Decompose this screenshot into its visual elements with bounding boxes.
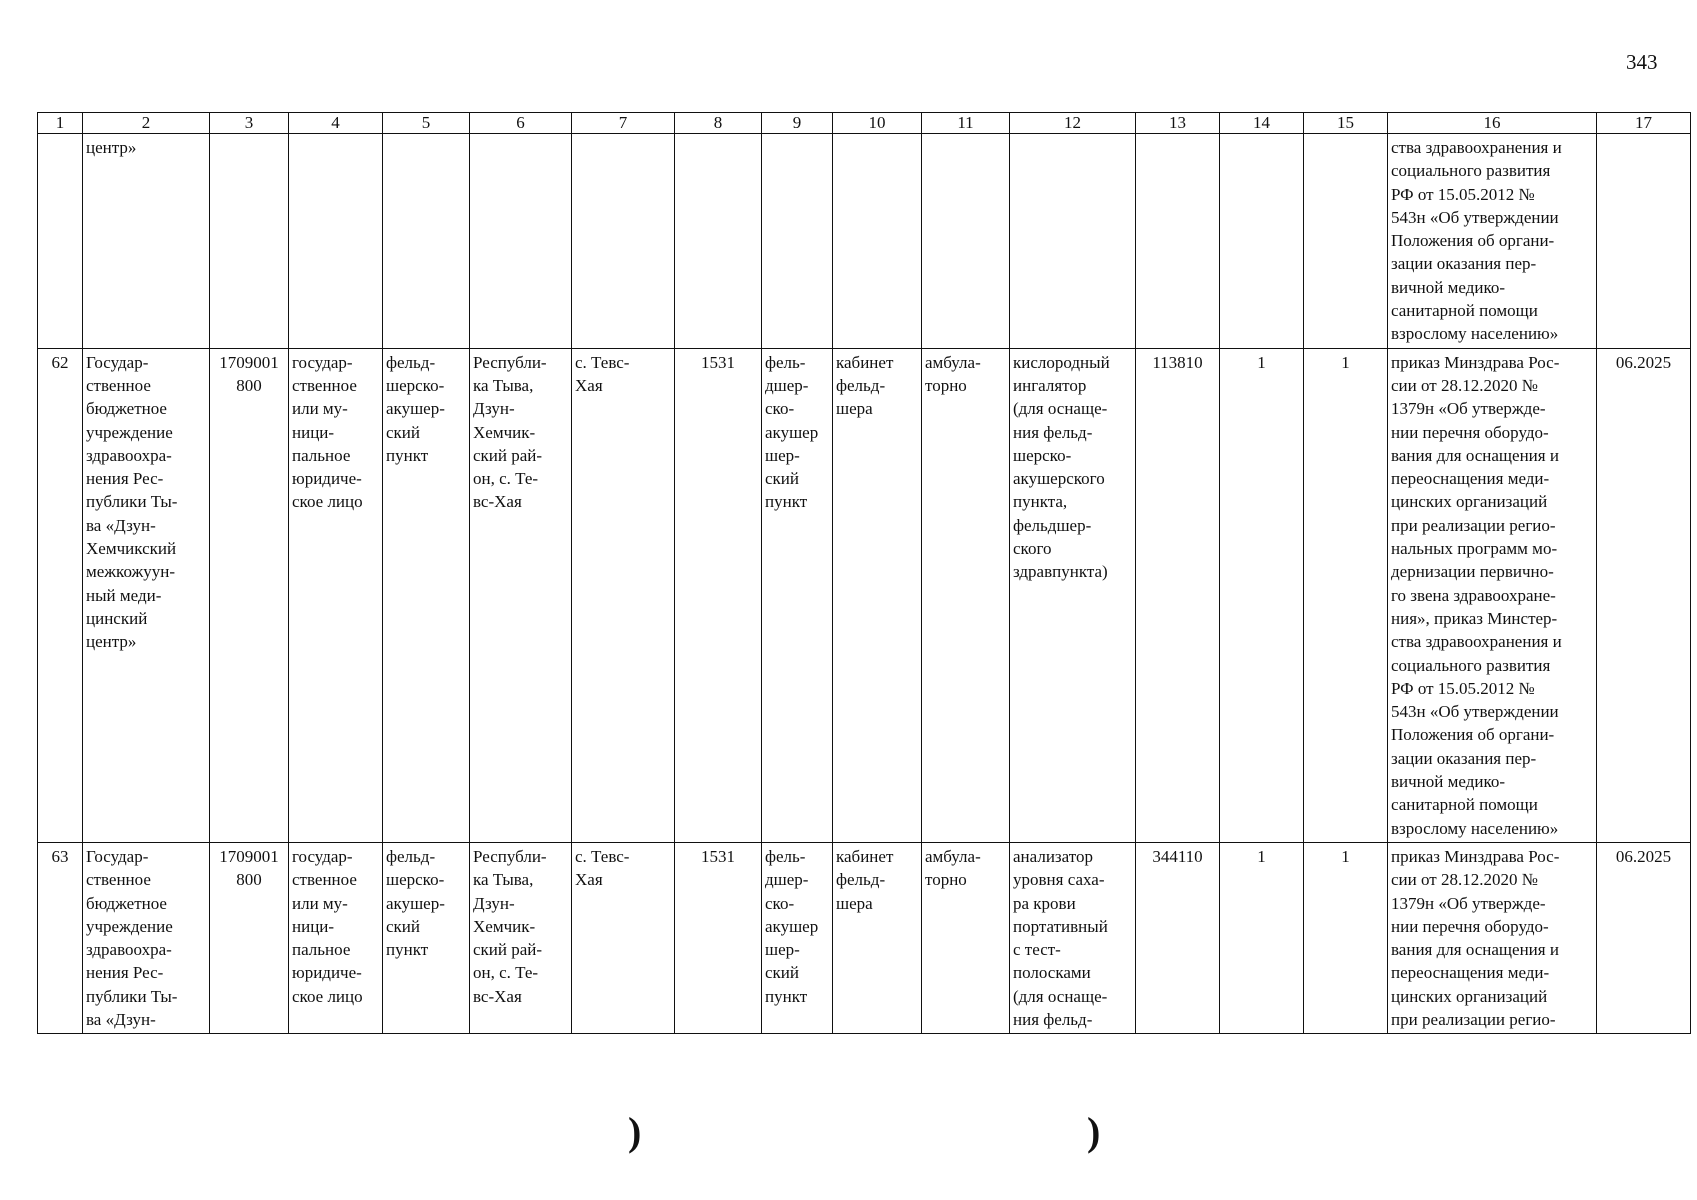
code-1531-cell: 1531 bbox=[675, 842, 762, 1033]
col-header-14: 14 bbox=[1220, 113, 1304, 134]
quantity-cell: 1 bbox=[1304, 842, 1388, 1033]
col-header-1: 1 bbox=[38, 113, 83, 134]
table-cell bbox=[383, 134, 470, 349]
col-header-13: 13 bbox=[1136, 113, 1220, 134]
row-number-cell: 62 bbox=[38, 348, 83, 842]
table-row bbox=[38, 348, 1691, 842]
date-cell: 06.2025 bbox=[1597, 348, 1691, 842]
code-cell: 1709001 800 bbox=[210, 348, 289, 842]
col-header-12: 12 bbox=[1010, 113, 1136, 134]
col-header-16: 16 bbox=[1388, 113, 1597, 134]
room-cell: кабинет фельд- шера bbox=[833, 348, 922, 842]
table-cell bbox=[1220, 134, 1304, 349]
table-cell bbox=[470, 134, 572, 349]
basis-cell: приказ Минздрава Рос- сии от 28.12.2020 № 1379н «Об утвержде- нии перечня оборудо- вания для оснащения и переоснащения меди- цинских организаций при реализации регио- bbox=[1388, 842, 1597, 1033]
table-cell bbox=[1010, 134, 1136, 349]
col-header-5: 5 bbox=[383, 113, 470, 134]
care-mode-cell: амбула- торно bbox=[922, 842, 1010, 1033]
col-header-3: 3 bbox=[210, 113, 289, 134]
scan-mark: ) bbox=[628, 1109, 642, 1154]
institution-cell: Государ- ственное бюджетное учреждение здравоохра- нения Рес- публики Ты- ва «Дзун- Хемчикский межкожуун- ный меди- цинский центр» bbox=[83, 348, 210, 842]
unit-cell: фель- дшер- ско- акушер шер- ский пункт bbox=[762, 348, 833, 842]
table-cell bbox=[289, 134, 383, 349]
equipment-table bbox=[37, 112, 1691, 1034]
table-cell bbox=[1597, 134, 1691, 349]
equipment-cell: анализатор уровня саха- ра крови портативный с тест- полосками (для оснаще- ния фельд- bbox=[1010, 842, 1136, 1033]
legal-form-cell: государ- ственное или му- ници- пальное юридиче- ское лицо bbox=[289, 842, 383, 1033]
date-cell: 06.2025 bbox=[1597, 842, 1691, 1033]
institution-cell: центр» bbox=[83, 134, 210, 349]
column-number-header bbox=[38, 113, 1691, 134]
col-header-2: 2 bbox=[83, 113, 210, 134]
table-cell bbox=[675, 134, 762, 349]
unit-type-cell: фельд- шерско- акушер- ский пункт bbox=[383, 348, 470, 842]
col-header-11: 11 bbox=[922, 113, 1010, 134]
basis-cell: приказ Минздрава Рос- сии от 28.12.2020 № 1379н «Об утвержде- нии перечня оборудо- вания для оснащения и переоснащения меди- цинских организаций при реализации регио- нальных программ мо- дернизации первично- го звена здравоохране- ния», приказ Минстер- ства здравоохранения и социального развития РФ от 15.05.2012 № 543н «Об утверждении Положения об органи- зации оказания пер- вичной медико- санитарной помощи взрослому населению» bbox=[1388, 348, 1597, 842]
table-cell bbox=[572, 134, 675, 349]
col-header-15: 15 bbox=[1304, 113, 1388, 134]
room-cell: кабинет фельд- шера bbox=[833, 842, 922, 1033]
unit-type-cell: фельд- шерско- акушер- ский пункт bbox=[383, 842, 470, 1033]
col-header-10: 10 bbox=[833, 113, 922, 134]
code-1531-cell: 1531 bbox=[675, 348, 762, 842]
address-cell: Республи- ка Тыва, Дзун- Хемчик- ский рай- он, с. Те- вс-Хая bbox=[470, 842, 572, 1033]
scan-mark: ) bbox=[1087, 1109, 1101, 1154]
locality-cell: с. Тевс- Хая bbox=[572, 348, 675, 842]
table-cell bbox=[210, 134, 289, 349]
table-cell bbox=[762, 134, 833, 349]
col-header-7: 7 bbox=[572, 113, 675, 134]
table-cell bbox=[1136, 134, 1220, 349]
locality-cell: с. Тевс- Хая bbox=[572, 842, 675, 1033]
legal-form-cell: государ- ственное или му- ници- пальное юридиче- ское лицо bbox=[289, 348, 383, 842]
col-header-6: 6 bbox=[470, 113, 572, 134]
quantity-cell: 1 bbox=[1220, 842, 1304, 1033]
table-cell bbox=[1304, 134, 1388, 349]
basis-cell: ства здравоохранения и социального развития РФ от 15.05.2012 № 543н «Об утверждении Положения об органи- зации оказания пер- вичной медико- санитарной помощи взрослому населению» bbox=[1388, 134, 1597, 349]
page-number: 343 bbox=[1626, 50, 1658, 74]
address-cell: Республи- ка Тыва, Дзун- Хемчик- ский рай- он, с. Те- вс-Хая bbox=[470, 348, 572, 842]
col-header-17: 17 bbox=[1597, 113, 1691, 134]
continuation-row bbox=[38, 134, 1691, 349]
table-cell bbox=[38, 134, 83, 349]
col-header-9: 9 bbox=[762, 113, 833, 134]
code-cell: 1709001 800 bbox=[210, 842, 289, 1033]
table-cell bbox=[922, 134, 1010, 349]
table-cell bbox=[833, 134, 922, 349]
quantity-cell: 1 bbox=[1220, 348, 1304, 842]
institution-cell: Государ- ственное бюджетное учреждение здравоохра- нения Рес- публики Ты- ва «Дзун- bbox=[83, 842, 210, 1033]
col-header-4: 4 bbox=[289, 113, 383, 134]
equipment-code-cell: 344110 bbox=[1136, 842, 1220, 1033]
quantity-cell: 1 bbox=[1304, 348, 1388, 842]
unit-cell: фель- дшер- ско- акушер шер- ский пункт bbox=[762, 842, 833, 1033]
col-header-8: 8 bbox=[675, 113, 762, 134]
equipment-code-cell: 113810 bbox=[1136, 348, 1220, 842]
row-number-cell: 63 bbox=[38, 842, 83, 1033]
equipment-cell: кислородный ингалятор (для оснаще- ния фельд- шерско- акушерского пункта, фельдшер- ского здравпункта) bbox=[1010, 348, 1136, 842]
table-row bbox=[38, 842, 1691, 1033]
care-mode-cell: амбула- торно bbox=[922, 348, 1010, 842]
